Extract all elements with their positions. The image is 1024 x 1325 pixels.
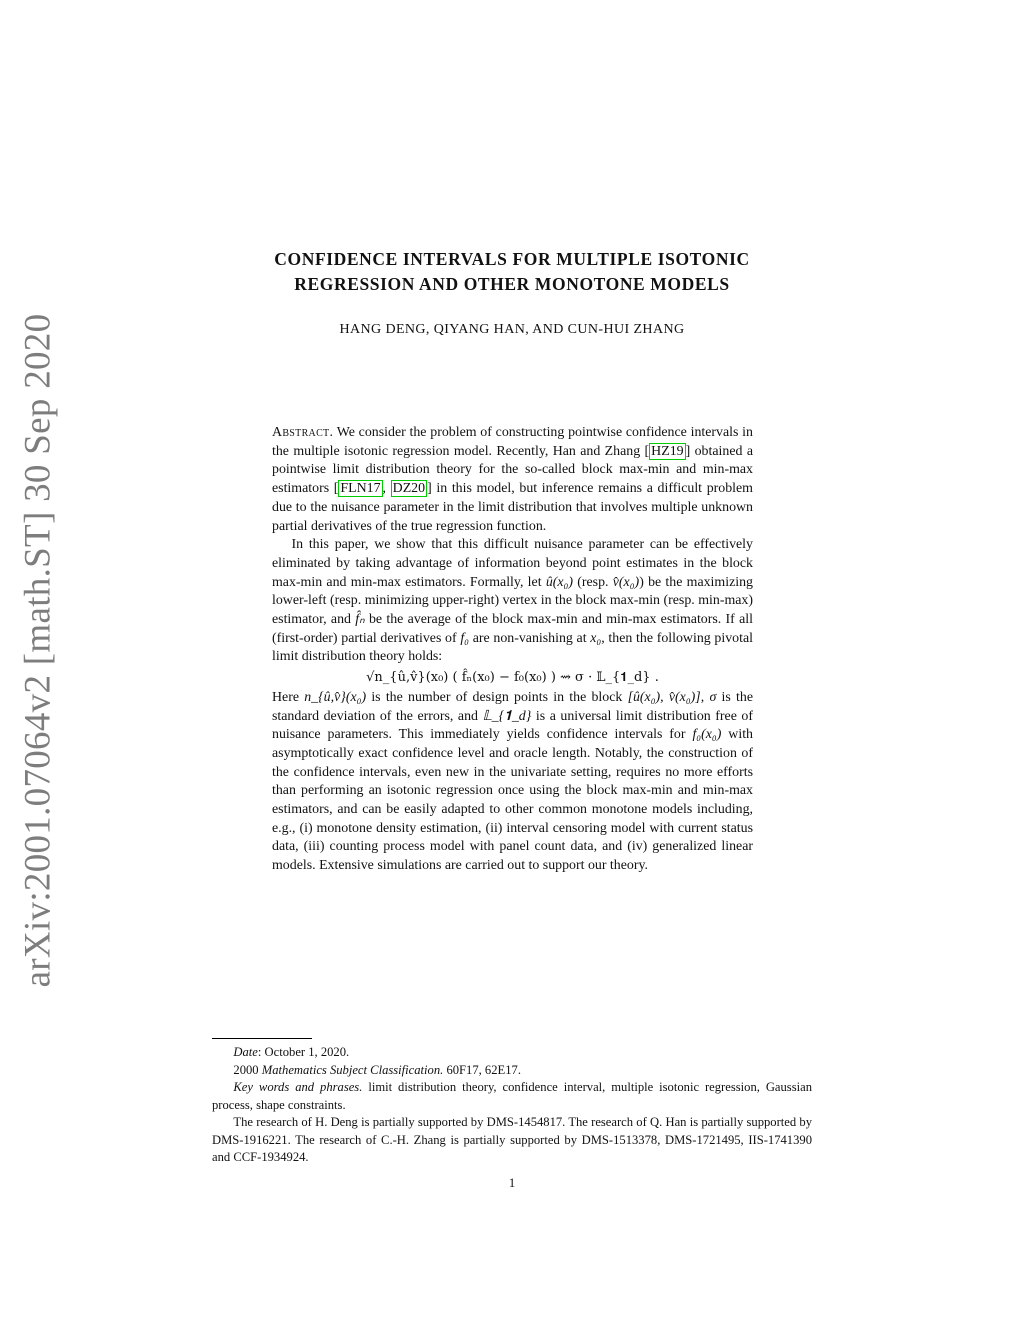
- title-line-1: CONFIDENCE INTERVALS FOR MULTIPLE ISOTONIC: [274, 249, 750, 269]
- abstract-text: are non-vanishing at: [469, 630, 591, 646]
- footnote-rule: [212, 1038, 312, 1039]
- abstract-paragraph-1: Abstract. We consider the problem of constructing pointwise confidence intervals in the multiple isotonic regression model. Recently, Han and Zhang [ HZ19 ] obtained a pointwise limit distribution theory for the so-called block max-min and min-max estimators [ FLN17 , DZ20 ] in this model, but inference remains a difficult problem due to the nuisance parameter in the limit distribution that involves multiple unknown partial derivatives of the true regression function.: [272, 425, 753, 534]
- msc-year: 2000: [233, 1062, 262, 1077]
- abstract-text: with asymptotically exact confidence level and oracle length. Notably, the construction of the confidence intervals, even new in the univariate setting, requires no more efforts than performing an isotonic regression once using the block max-min and min-max estimators, and can be easily adapted to other common monotone models including, e.g., (i) monotone density estimation, (ii) interval censoring model with current status data, (iii) counting process model with panel count data, and (iv) generalized linear models. Extensive simulations are carried out to support our theory.: [272, 727, 753, 874]
- abstract-text: ,: [700, 689, 710, 705]
- keywords-value: limit distribution theory, confidence interval, multiple isotonic regression, Gaussian process, shape constraints.: [212, 1080, 812, 1112]
- display-formula: √n_{û,v̂}(x₀) ( f̂ₙ(x₀) − f₀(x₀) ) ⇝ σ · 𝕃_{𝟏_d} .: [366, 670, 659, 686]
- abstract-text: is the standard deviation of the errors, and: [272, 689, 754, 724]
- abstract-text: in this model, but inference remains a difficult problem due to the nuisance parameter in the limit distribution that involves multiple unknown partial derivatives of the true regression function.: [272, 481, 753, 534]
- footnote-funding: The research of H. Deng is partially supported by DMS-1454817. The research of Q. Han is partially supported by DMS-1916221. The research of C.-H. Zhang is partially supported by DMS-1513378, DMS-1721495, IIS-1741390 and CCF-1934924.: [212, 1115, 812, 1164]
- abstract-text: is the number of design points in the block: [366, 689, 628, 705]
- arxiv-watermark: [12, 313, 64, 987]
- math-f0-x0: f₀(x₀): [692, 727, 722, 743]
- author-list: HANG DENG, QIYANG HAN, AND CUN-HUI ZHANG: [339, 322, 685, 337]
- abstract-text: We consider the problem of constructing pointwise confidence intervals in the multiple isotonic regression model. Recently, Han and Zhang: [272, 425, 753, 459]
- date-label: Date: [233, 1045, 258, 1059]
- abstract-text: Here: [272, 689, 305, 705]
- math-u-hat: û(x₀): [545, 574, 574, 590]
- abstract-paragraph-2: [272, 536, 753, 667]
- abstract: [272, 424, 753, 876]
- title-line-2: REGRESSION AND OTHER MONOTONE MODELS: [294, 274, 730, 294]
- math-n-uv: n_{û,v̂}(x₀): [304, 689, 367, 705]
- math-limit-L: 𝕃_{𝟏_d}: [482, 708, 532, 724]
- abstract-text: (resp.: [573, 574, 613, 590]
- abstract-text: be the average of the block max-min and min-max estimators. If all (first-order) partial derivatives of: [272, 612, 753, 646]
- keywords-label: Key words and phrases.: [233, 1080, 363, 1094]
- abstract-text: ) be the maximizing lower-left (resp. minimizing upper-right) vertex in the block max-min (resp. min-max) estimator, and: [272, 574, 753, 628]
- footnote-date: [212, 1044, 812, 1062]
- citation-link-fln17[interactable]: FLN17: [340, 481, 381, 497]
- abstract-text: is a universal limit distribution free of nuisance parameters. This immediately yields confidence intervals for: [272, 708, 753, 743]
- footnote-msc: [212, 1062, 812, 1080]
- math-block: [û(x₀), v̂(x₀)]: [627, 689, 701, 705]
- date-value: : October 1, 2020.: [257, 1045, 350, 1059]
- arxiv-stamp-text: arXiv:2001.07064v2 [math.ST] 30 Sep 2020: [17, 313, 59, 987]
- citation-link-hz19[interactable]: HZ19: [651, 443, 684, 459]
- citation-link-dz20[interactable]: DZ20: [392, 481, 426, 497]
- math-f0: f₀: [460, 630, 470, 646]
- abstract-text: In this paper, we show that this difficult nuisance parameter can be effectively eliminated by taking advantage of information beyond point estimates in the block max-min and min-max estimators. Formally, let: [272, 537, 753, 590]
- abstract-label: Abstract.: [272, 425, 334, 440]
- footnotes: [212, 1044, 812, 1167]
- msc-label: Mathematics Subject Classification.: [261, 1062, 444, 1077]
- abstract-text: , then the following pivotal limit distribution theory holds:: [272, 630, 753, 665]
- page-number: 1: [508, 1176, 516, 1190]
- footnote-keywords: [212, 1079, 812, 1114]
- abstract-text: obtained a pointwise limit distribution theory for the so-called block max-min and min-max estimators: [272, 443, 753, 497]
- math-v-hat: v̂(x₀): [612, 574, 640, 590]
- math-x0: x₀: [590, 630, 602, 646]
- paper-title: [160, 247, 864, 297]
- msc-value: 60F17, 62E17.: [443, 1062, 521, 1077]
- math-sigma: σ: [709, 689, 717, 705]
- math-f-hat-n: f̂ₙ: [355, 612, 365, 628]
- abstract-paragraph-3: [272, 689, 753, 876]
